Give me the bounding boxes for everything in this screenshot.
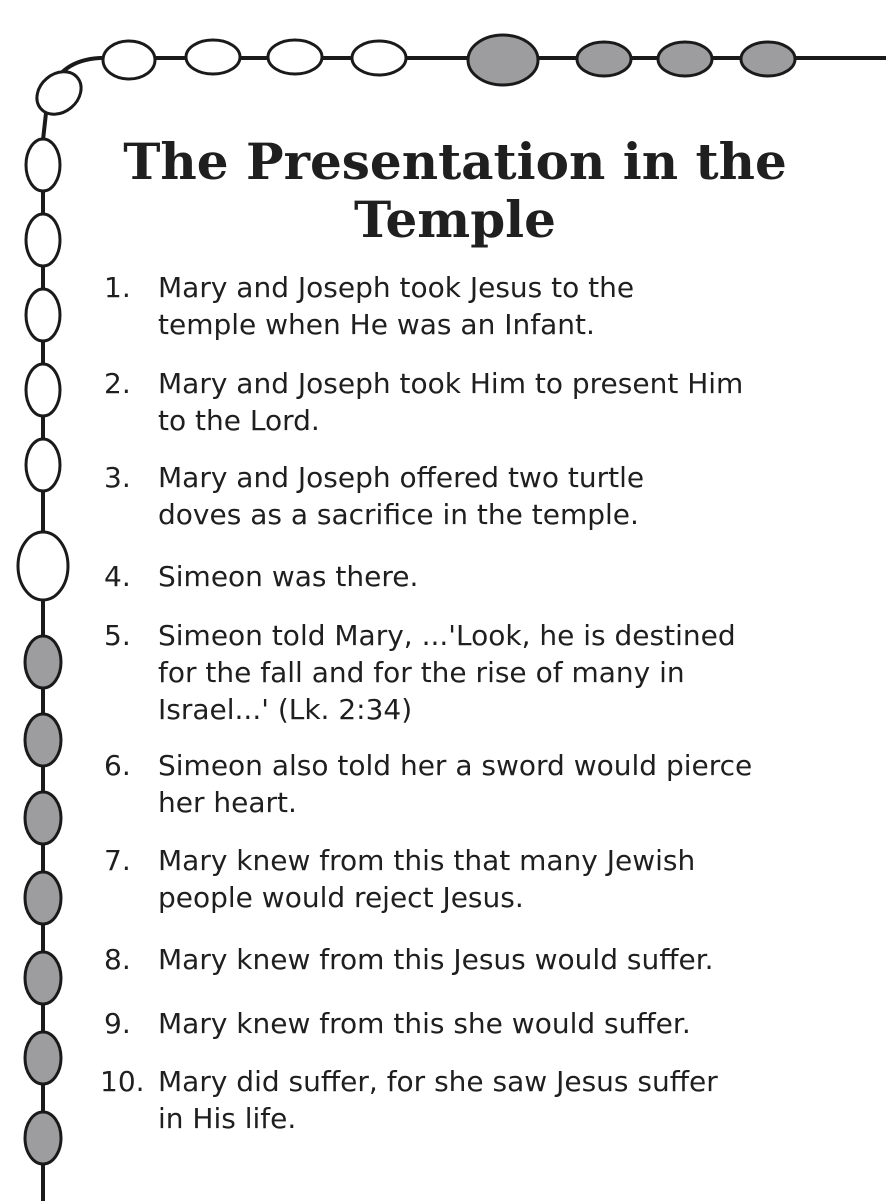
list-item-number: 8. — [104, 943, 131, 976]
list-item-number: 4. — [104, 560, 131, 593]
rosary-bead-light — [186, 40, 240, 74]
rosary-bead-light — [28, 63, 89, 123]
rosary-bead-light — [103, 41, 155, 79]
list-item-line: Mary and Joseph offered two turtle — [158, 461, 645, 494]
rosary-bead-dark — [741, 42, 795, 76]
list-item-text — [158, 617, 818, 728]
list-item-line: Simeon told Mary, ...'Look, he is destined — [158, 619, 736, 652]
list-item-number: 6. — [104, 749, 131, 782]
rosary-bead-dark — [25, 952, 61, 1004]
rosary-bead-light — [352, 41, 406, 75]
list-item-text — [158, 842, 818, 916]
list-item-text — [158, 1063, 818, 1137]
rosary-bead-light — [26, 289, 60, 341]
list-item-line: people would reject Jesus. — [158, 881, 524, 914]
list-item-line: in His life. — [158, 1102, 297, 1135]
list-item-line: Mary knew from this Jesus would suffer. — [158, 943, 714, 976]
rosary-bead-dark — [25, 714, 61, 766]
list-item-line: Mary knew from this she would suffer. — [158, 1007, 691, 1040]
rosary-bead-light — [26, 364, 60, 416]
rosary-bead-light — [26, 439, 60, 491]
list-item-text — [158, 365, 818, 439]
page-title-line-1: The Presentation in the — [123, 132, 787, 191]
rosary-bead-dark — [25, 636, 61, 688]
list-item-line: temple when He was an Infant. — [158, 308, 595, 341]
rosary-bead-dark — [577, 42, 631, 76]
list-item-line: doves as a sacrifice in the temple. — [158, 498, 639, 531]
list-item-number: 1. — [104, 271, 131, 304]
list-item-line: Israel...' (Lk. 2:34) — [158, 693, 413, 726]
list-item-line: to the Lord. — [158, 404, 320, 437]
list-item-line: for the fall and for the rise of many in — [158, 656, 685, 689]
rosary-bead-dark — [658, 42, 712, 76]
list-item-text — [158, 1005, 818, 1042]
list-item-text — [158, 941, 818, 978]
page-title-line-2: Temple — [354, 190, 556, 249]
rosary-bead-dark-large — [468, 35, 538, 85]
rosary-bead-dark — [25, 1032, 61, 1084]
list-item-number: 10. — [100, 1065, 145, 1098]
rosary-bead-dark — [25, 1112, 61, 1164]
list-item-text — [158, 459, 818, 533]
list-item-number: 7. — [104, 844, 131, 877]
rosary-bead-light — [26, 139, 60, 191]
list-item-line: Mary and Joseph took Him to present Him — [158, 367, 744, 400]
list-item-number: 5. — [104, 619, 131, 652]
list-item-text — [158, 558, 818, 595]
rosary-bead-dark — [25, 872, 61, 924]
list-item-number: 3. — [104, 461, 131, 494]
list-item-text — [158, 269, 818, 343]
list-item-line: Simeon also told her a sword would pierce — [158, 749, 753, 782]
list-item-number: 9. — [104, 1007, 131, 1040]
list-item-text — [158, 747, 818, 821]
rosary-bead-light-large — [18, 532, 68, 600]
list-item-line: Mary did suffer, for she saw Jesus suffer — [158, 1065, 718, 1098]
rosary-bead-light — [26, 214, 60, 266]
rosary-bead-light — [268, 40, 322, 74]
list-item-line: Simeon was there. — [158, 560, 419, 593]
rosary-bead-dark — [25, 792, 61, 844]
list-item-line: Mary knew from this that many Jewish — [158, 844, 696, 877]
list-item-line: Mary and Joseph took Jesus to the — [158, 271, 635, 304]
list-item-line: her heart. — [158, 786, 297, 819]
list-item-number: 2. — [104, 367, 131, 400]
